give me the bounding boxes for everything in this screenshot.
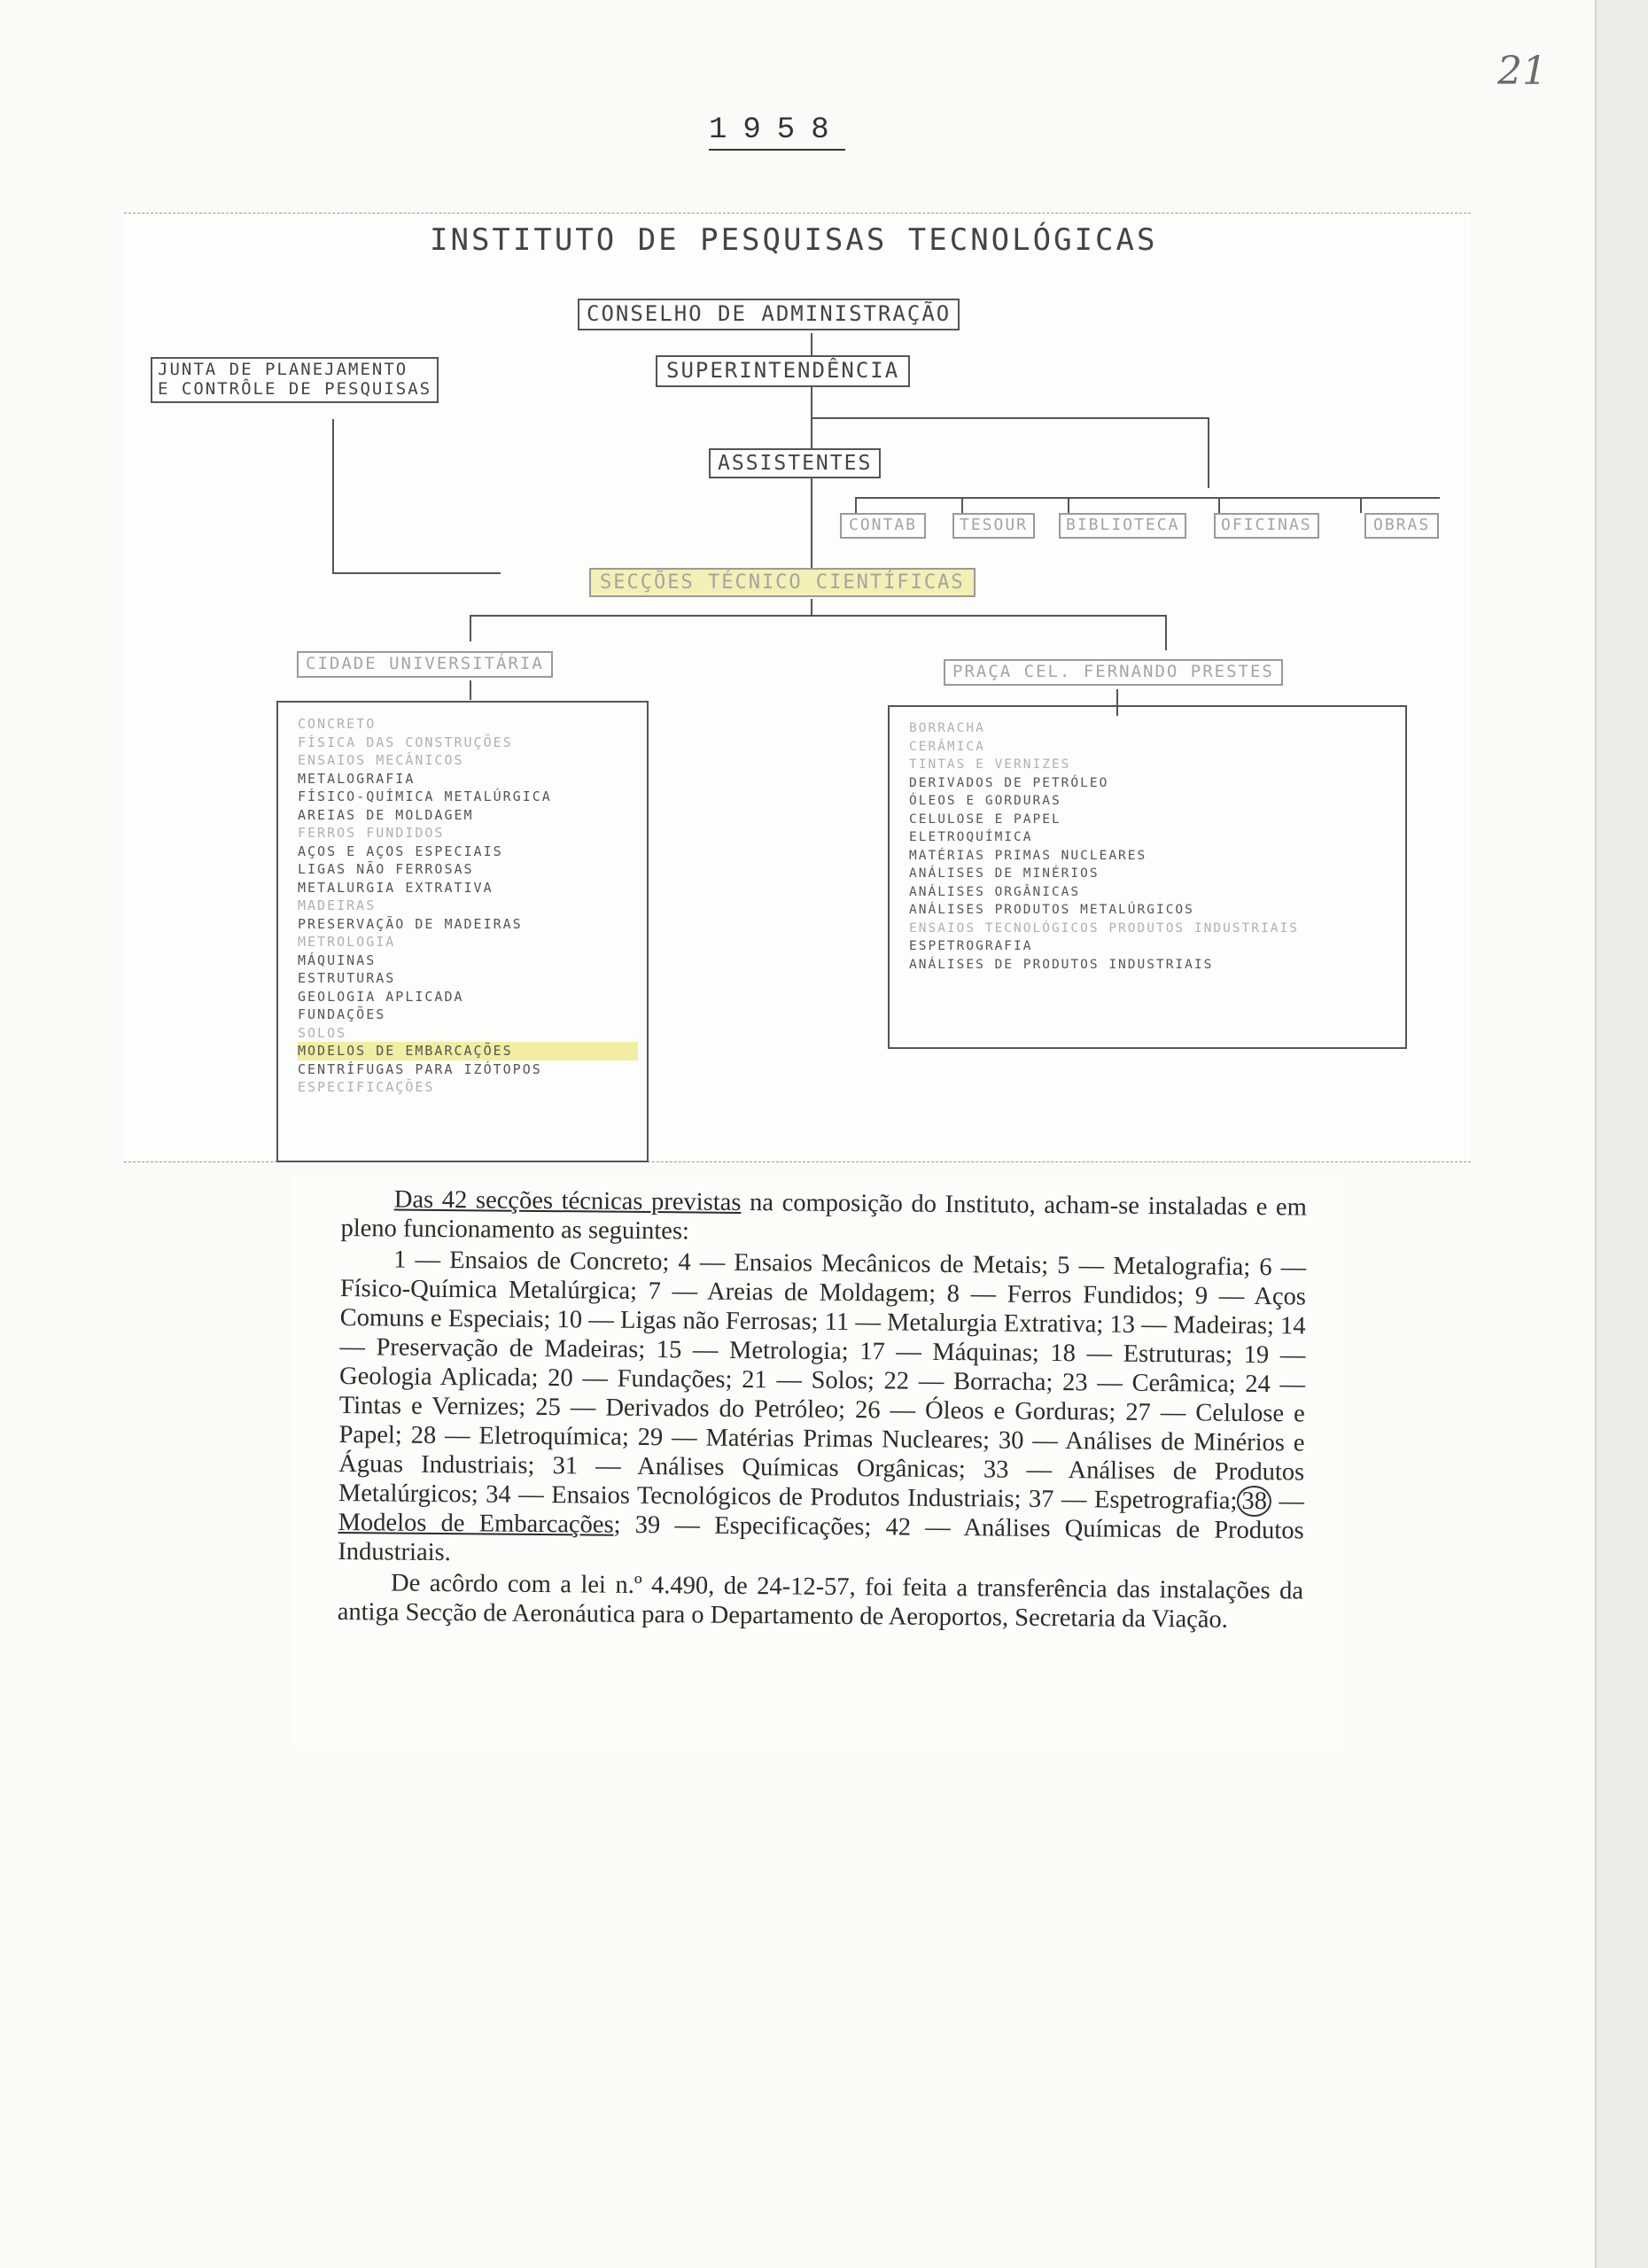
conselho-box: CONSELHO DE ADMINISTRAÇÃO xyxy=(578,299,960,330)
list-item: AREIAS DE MOLDAGEM xyxy=(298,806,474,823)
connector xyxy=(1165,615,1167,650)
connector xyxy=(470,680,471,700)
org-chart-title: INSTITUTO DE PESQUISAS TECNOLÓGICAS xyxy=(430,222,1158,258)
list-item: SOLOS xyxy=(298,1024,347,1041)
list-item: METALURGIA EXTRATIVA xyxy=(298,879,494,896)
page-edge xyxy=(1595,0,1648,2268)
list-item: CENTRÍFUGAS PARA IZÓTOPOS xyxy=(298,1060,542,1077)
paragraph-intro xyxy=(340,1184,1307,1252)
list-item: MADEIRAS xyxy=(298,897,377,913)
list-item: MÁQUINAS xyxy=(298,951,377,968)
list-item: ANÁLISES DE MINÉRIOS xyxy=(909,866,1100,881)
printed-text xyxy=(338,1184,1307,1635)
page-number: 21 xyxy=(1497,49,1547,94)
list-item: TINTAS E VERNIZES xyxy=(909,757,1071,772)
praca-list xyxy=(888,705,1407,1049)
service-box-contab: CONTAB xyxy=(840,513,926,539)
circled-number: 38 xyxy=(1237,1486,1271,1517)
connector xyxy=(470,615,471,641)
connector xyxy=(1068,497,1069,513)
connector xyxy=(1218,497,1220,513)
connector xyxy=(961,497,963,513)
list-item: BORRACHA xyxy=(909,721,985,735)
sections-part-1: 1 — Ensaios de Concreto; 4 — Ensaios Mecânicos de Metais; 5 — Metalografia; 6 — Físico-Química Metalúrgica; 7 — Areias de Moldagem; 8 — Ferros Fundidos; 9 — Aços Comuns e Especiais; 10 — Ligas não Ferrosas; 11 — Metalurgia Extrativa; 13 — Madeiras; 14 — Preservação de Madeiras; 15 — Metrologia; 17 — Máquinas; 18 — Estruturas; 19 — Geologia Aplicada; 20 — Fundações; 21 — Solos; 22 — Borracha; 23 — Cerâmica; 24 — Tintas e Vernizes; 25 — Derivados do Petróleo; 26 — Óleos e Gorduras; 27 — Celulose e Papel; 28 — Eletroquímica; 29 — Matérias Primas Nucleares; 30 — Análises de Minérios e Águas Industriais; 31 — Análises Químicas Orgânicas; 33 — Análises de Produtos Metalúrgicos; 34 — Ensaios Tecnológicos de Produtos Industriais; 37 — Espetrografia; xyxy=(338,1246,1307,1515)
list-item: ENSAIOS TECNOLÓGICOS PRODUTOS INDUSTRIAIS xyxy=(909,920,1299,936)
list-item: FÍSICA DAS CONSTRUÇÕES xyxy=(298,734,513,750)
list-item: ESPECIFICAÇÕES xyxy=(298,1079,435,1095)
cidade-list xyxy=(276,701,649,1162)
list-item: ANÁLISES DE PRODUTOS INDUSTRIAIS xyxy=(909,957,1214,972)
list-item: CERÂMICA xyxy=(909,739,985,754)
service-box-oficinas: OFICINAS xyxy=(1214,513,1319,539)
list-item: FUNDAÇÕES xyxy=(298,1006,386,1022)
connector xyxy=(811,599,812,617)
service-box-obras: OBRAS xyxy=(1364,513,1439,539)
connector xyxy=(855,497,1440,499)
list-item: ÓLEOS E GORDURAS xyxy=(909,794,1061,808)
list-item: CONCRETO xyxy=(298,716,377,732)
list-item: CELULOSE E PAPEL xyxy=(909,812,1061,827)
paragraph-law: De acôrdo com a lei n.º 4.490, de 24-12-57, foi feita a transferência das instalações da antiga Secção de Aeronáutica para o Departamento de Aeroportos, Secretaria da Viação. xyxy=(337,1569,1304,1634)
sections-part-2: ; 39 — Especificações; 42 — Análises Químicas de Produtos Industriais. xyxy=(338,1511,1304,1567)
list-item: FERROS FUNDIDOS xyxy=(298,825,445,841)
list-item: ENSAIOS MECÂNICOS xyxy=(298,752,464,768)
junta-line-1: JUNTA DE PLANEJAMENTO xyxy=(158,360,408,379)
assistentes-box: ASSISTENTES xyxy=(709,448,881,478)
list-item: FÍSICO-QUÍMICA METALÚRGICA xyxy=(298,788,552,804)
connector xyxy=(1208,417,1209,488)
text-clipping xyxy=(292,1174,1342,1750)
connector xyxy=(1360,497,1362,513)
list-item: MATÉRIAS PRIMAS NUCLEARES xyxy=(909,848,1147,863)
paragraph-sections xyxy=(338,1245,1306,1574)
list-item: GEOLOGIA APLICADA xyxy=(298,988,464,1005)
list-item: METROLOGIA xyxy=(298,934,396,950)
junta-line-2: E CONTRÔLE DE PESQUISAS xyxy=(158,378,432,399)
service-box-tesour: TESOUR xyxy=(952,513,1035,539)
underlined-phrase: Modelos de Embarcações xyxy=(338,1508,614,1539)
list-item: ESTRUTURAS xyxy=(298,970,396,986)
list-item: PRESERVAÇÃO DE MADEIRAS xyxy=(298,915,523,932)
list-item: AÇOS E AÇOS ESPECIAIS xyxy=(298,843,503,859)
list-item: ANÁLISES ORGÂNICAS xyxy=(909,884,1081,899)
list-item: LIGAS NÃO FERROSAS xyxy=(298,861,474,877)
list-item: MODELOS DE EMBARCAÇÕES xyxy=(298,1042,638,1060)
list-item: ANÁLISES PRODUTOS METALÚRGICOS xyxy=(909,903,1194,917)
org-chart-clipping xyxy=(124,213,1471,1162)
list-item: DERIVADOS DE PETRÓLEO xyxy=(909,775,1109,790)
cidade-box: CIDADE UNIVERSITÁRIA xyxy=(297,651,553,678)
praca-box: PRAÇA CEL. FERNANDO PRESTES xyxy=(944,659,1283,686)
list-item: ELETROQUÍMICA xyxy=(909,830,1033,844)
list-item: ESPETROGRAFIA xyxy=(909,939,1033,953)
connector xyxy=(855,497,857,513)
dash: — xyxy=(1271,1487,1305,1516)
seccoes-box: SECÇÕES TÉCNICO CIENTÍFICAS xyxy=(589,568,976,597)
service-box-biblioteca: BIBLIOTECA xyxy=(1059,513,1186,539)
superintendencia-box: SUPERINTENDÊNCIA xyxy=(656,355,910,387)
underlined-phrase: Das 42 secções técnicas previstas xyxy=(393,1185,742,1216)
connector xyxy=(470,615,1165,617)
junta-box xyxy=(151,357,439,403)
connector xyxy=(332,572,501,574)
year-heading: 1958 xyxy=(709,113,845,151)
paragraph-intro-rest: na composição do Instituto, acham-se instaladas e em pleno funcionamento as seguintes: xyxy=(340,1188,1307,1246)
connector xyxy=(332,419,334,574)
connector xyxy=(811,417,1209,419)
list-item: METALOGRAFIA xyxy=(298,770,416,787)
